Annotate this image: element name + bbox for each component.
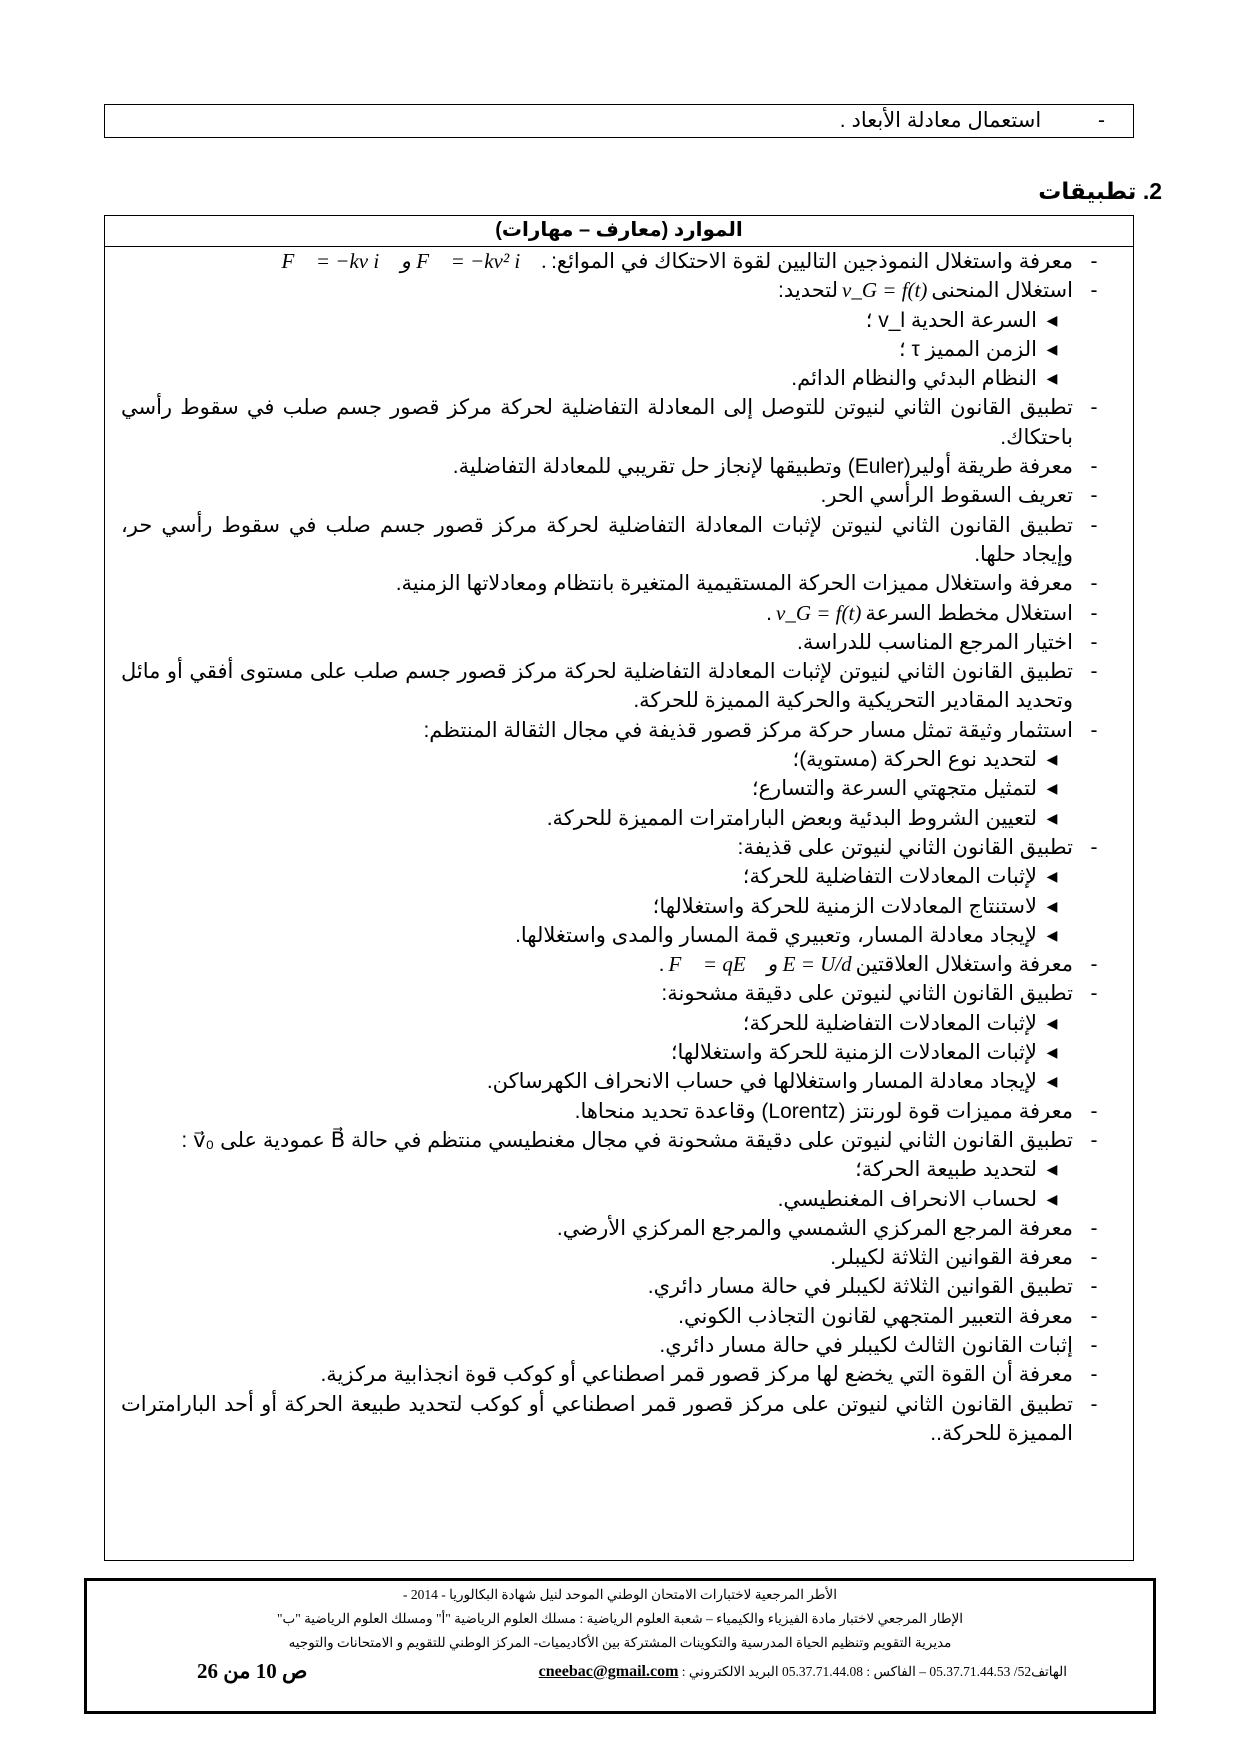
- item-text-group: [121, 1360, 1073, 1389]
- item-text: معرفة التعبير المتجهي لقانون التجاذب الكوني.: [678, 1304, 1073, 1328]
- triangle-bullet-icon: ◀: [1046, 370, 1058, 387]
- triangle-bullet-icon: ◀: [1046, 780, 1058, 797]
- page-number: ص 10 من 26: [197, 1659, 308, 1683]
- top-row-bullet: -: [1098, 109, 1105, 132]
- item-text-group: [121, 1126, 1073, 1155]
- item-text-group: [121, 628, 1073, 657]
- triangle-bullet-icon: ◀: [1046, 868, 1058, 885]
- item-text-group: [121, 833, 1073, 862]
- resource-item: [121, 1360, 1115, 1389]
- resource-item: [121, 1097, 1115, 1126]
- item-text-group: [121, 657, 1073, 716]
- triangle-bullet-icon: ◀: [1046, 311, 1058, 328]
- item-formula: v_G = f(t): [776, 600, 862, 625]
- footer-email-link[interactable]: cneebac@gmail.com: [538, 1662, 679, 1680]
- resource-item: [121, 481, 1115, 510]
- item-text-after: .: [658, 953, 665, 977]
- item-text-group: [121, 1097, 1073, 1126]
- item-text-group: [121, 950, 1073, 979]
- item-text-group: [121, 1243, 1073, 1272]
- resource-item: [121, 979, 1115, 1008]
- resource-item: [121, 657, 1115, 716]
- subitem-text: لتحديد طبيعة الحركة؛: [855, 1158, 1037, 1182]
- subitem-text: النظام البدئي والنظام الدائم.: [791, 367, 1037, 391]
- item-text-group: [121, 1214, 1073, 1243]
- item-bullet: -: [1090, 1099, 1098, 1123]
- item-formula: F⃗ = qE⃗ و E = U/d: [668, 952, 852, 977]
- resource-subitem: [121, 1155, 1115, 1184]
- item-text-group: [121, 247, 1073, 276]
- resource-item: [121, 599, 1115, 628]
- triangle-bullet-icon: ◀: [1046, 340, 1058, 357]
- item-text: تطبيق القانون الثاني لنيوتن على قذيفة:: [737, 835, 1073, 859]
- resource-item: [121, 1302, 1115, 1331]
- subitem-text: السرعة الحدية v_l ؛: [865, 308, 1037, 332]
- resource-subitem: [121, 774, 1115, 803]
- section-title: [1038, 176, 1162, 206]
- item-text-group: [121, 1390, 1073, 1449]
- item-bullet: -: [1090, 455, 1098, 479]
- item-bullet: -: [1090, 484, 1098, 508]
- resource-subitem: [121, 364, 1115, 393]
- resource-item: [121, 716, 1115, 745]
- resource-item: [121, 950, 1115, 979]
- item-text: تطبيق القانون الثاني لنيوتن على دقيقة مشحونة في مجال مغنطيسي منتظم في حالة B⃗ عمودية على v⃗₀ :: [181, 1128, 1073, 1152]
- resource-item: [121, 569, 1115, 598]
- item-text-group: [121, 1272, 1073, 1301]
- footer-contact: [539, 1663, 1067, 1681]
- resource-item: [121, 393, 1115, 452]
- resource-subitem: [121, 892, 1115, 921]
- top-row-text: استعمال معادلة الأبعاد .: [839, 109, 1042, 132]
- item-text: استثمار وثيقة تمثل مسار حركة مركز قصور قذيفة في مجال الثقالة المنتظم:: [423, 718, 1073, 742]
- resource-item: [121, 1126, 1115, 1155]
- subitem-text: لإثبات المعادلات الزمنية للحركة واستغلالها؛: [670, 1041, 1037, 1065]
- triangle-bullet-icon: ◀: [1046, 926, 1058, 943]
- footer-line-1: الأطر المرجعية لاختبارات الامتحان الوطني الموحد لنيل شهادة البكالوريا - 2014 -: [402, 1587, 837, 1602]
- item-text: معرفة القوانين الثلاثة لكيبلر.: [830, 1246, 1073, 1270]
- resource-subitem: [121, 804, 1115, 833]
- triangle-bullet-icon: ◀: [1046, 1044, 1058, 1061]
- item-text-group: [121, 1302, 1073, 1331]
- item-bullet: -: [1090, 1304, 1098, 1328]
- triangle-bullet-icon: ◀: [1046, 1161, 1058, 1178]
- resource-item: [121, 1390, 1115, 1449]
- triangle-bullet-icon: ◀: [1046, 1014, 1058, 1031]
- item-text-group: [121, 276, 1073, 305]
- subitem-text: لإيجاد معادلة المسار واستغلالها في حساب الانحراف الكهرساكن.: [486, 1070, 1037, 1094]
- section-number: 2.: [1142, 178, 1162, 204]
- item-text: معرفة أن القوة التي يخضع لها مركز قصور قمر اصطناعي أو كوكب قوة انجذابية مركزية.: [320, 1363, 1073, 1387]
- item-text: معرفة واستغلال العلاقتين: [855, 953, 1073, 977]
- subitem-text: الزمن المميز τ ؛: [899, 337, 1037, 361]
- item-bullet: -: [1090, 835, 1098, 859]
- subitem-text: لتحديد نوع الحركة (مستوية)؛: [792, 748, 1037, 772]
- table-header: الموارد (معارف – مهارات): [105, 216, 1133, 247]
- resource-subitem: [121, 1067, 1115, 1096]
- item-text-group: [121, 979, 1073, 1008]
- subitem-text: لتعيين الشروط البدئية وبعض البارامترات المميزة للحركة.: [546, 806, 1037, 830]
- triangle-bullet-icon: ◀: [1046, 751, 1058, 768]
- item-text-group: [121, 716, 1073, 745]
- resource-subitem: [121, 745, 1115, 774]
- item-bullet: -: [1090, 718, 1098, 742]
- item-text: معرفة واستغلال مميزات الحركة المستقيمية المتغيرة بانتظام ومعادلاتها الزمنية.: [395, 572, 1073, 596]
- footer-contact-text: الهاتف52/ 05.37.71.44.53 – الفاكس : 05.37.71.44.08 البريد الالكتروني :: [681, 1663, 1067, 1679]
- item-text: تطبيق القانون الثاني لنيوتن للتوصل إلى المعادلة التفاضلية لحركة مركز قصور جسم صلب في سقوط رأسي باحتكاك.: [121, 396, 1073, 449]
- item-bullet: -: [1090, 953, 1098, 977]
- item-bullet: -: [1090, 1333, 1098, 1357]
- section-title-text: تطبيقات: [1038, 178, 1137, 204]
- item-text: معرفة واستغلال النموذجين التاليين لقوة الاحتكاك في الموائع:: [551, 250, 1073, 273]
- item-text: تعريف السقوط الرأسي الحر.: [820, 484, 1073, 508]
- item-bullet: -: [1090, 279, 1098, 303]
- item-formula: F⃗ = −kv i⃗ و F⃗ = −kv² i⃗ .: [281, 249, 548, 273]
- subitem-text: لحساب الانحراف المغنطيسي.: [777, 1187, 1037, 1211]
- resource-subitem: [121, 1185, 1115, 1214]
- item-text-group: [121, 511, 1073, 570]
- item-bullet: -: [1090, 660, 1098, 684]
- resource-subitem: [121, 1038, 1115, 1067]
- item-text: إثبات القانون الثالث لكيبلر في حالة مسار دائري.: [659, 1333, 1073, 1357]
- resource-subitem: [121, 1009, 1115, 1038]
- subitem-text: لإثبات المعادلات التفاضلية للحركة؛: [742, 1011, 1037, 1035]
- item-text-group: [121, 393, 1073, 452]
- item-bullet: -: [1090, 513, 1098, 537]
- item-bullet: -: [1090, 1275, 1098, 1299]
- item-text: تطبيق القوانين الثلاثة لكيبلر في حالة مسار دائري.: [647, 1275, 1073, 1299]
- subitem-text: لتمثيل متجهتي السرعة والتسارع؛: [751, 777, 1037, 801]
- item-text: معرفة طريقة أولير(Euler) وتطبيقها لإنجاز حل تقريبي للمعادلة التفاضلية.: [452, 455, 1073, 479]
- item-text-after: .: [766, 601, 773, 625]
- triangle-bullet-icon: ◀: [1046, 897, 1058, 914]
- subitem-text: لإثبات المعادلات التفاضلية للحركة؛: [742, 865, 1037, 889]
- item-text-group: [121, 481, 1073, 510]
- resource-item: [121, 1243, 1115, 1272]
- resource-subitem: [121, 306, 1115, 335]
- top-row-box: [104, 104, 1134, 138]
- footer-line-2: الإطار المرجعي لاختبار مادة الفيزياء والكيمياء – شعبة العلوم الرياضية : مسلك العلوم الرياضية "أ" ومسلك العلوم الرياضية "ب": [276, 1611, 964, 1626]
- page-footer: [84, 1578, 1156, 1714]
- item-bullet: -: [1090, 1363, 1098, 1387]
- item-text: استغلال المنحنى: [931, 279, 1073, 303]
- item-text-group: [121, 452, 1073, 481]
- item-bullet: -: [1090, 1216, 1098, 1240]
- triangle-bullet-icon: ◀: [1046, 1073, 1058, 1090]
- resource-subitem: [121, 862, 1115, 891]
- item-bullet: -: [1090, 1128, 1098, 1152]
- item-bullet: -: [1090, 396, 1098, 420]
- item-formula: v_G = f(t): [842, 278, 928, 303]
- resource-item: [121, 628, 1115, 657]
- triangle-bullet-icon: ◀: [1046, 809, 1058, 826]
- resource-item: [121, 511, 1115, 570]
- item-bullet: -: [1090, 1246, 1098, 1270]
- item-text-group: [121, 569, 1073, 598]
- resource-item: [121, 452, 1115, 481]
- resource-item: [121, 1272, 1115, 1301]
- subitem-text: لإيجاد معادلة المسار، وتعبيري قمة المسار والمدى واستغلالها.: [515, 923, 1037, 947]
- item-bullet: -: [1090, 250, 1098, 273]
- triangle-bullet-icon: ◀: [1046, 1190, 1058, 1207]
- item-text-group: [121, 599, 1073, 628]
- item-bullet: -: [1090, 601, 1098, 625]
- item-bullet: -: [1090, 1392, 1098, 1416]
- item-text: تطبيق القانون الثاني لنيوتن على مركز قصور قمر اصطناعي أو كوكب لتحديد طبيعة الحركة أو أحد البارامترات المميزة للحركة..: [121, 1392, 1073, 1445]
- resource-item: [121, 1214, 1115, 1243]
- resource-item: [121, 247, 1115, 276]
- item-bullet: -: [1090, 572, 1098, 596]
- resource-item: [121, 833, 1115, 862]
- item-text-after: لتحديد:: [778, 279, 839, 303]
- resource-item: [121, 276, 1115, 305]
- item-text: تطبيق القانون الثاني لنيوتن على دقيقة مشحونة:: [661, 982, 1073, 1006]
- item-text: اختيار المرجع المناسب للدراسة.: [796, 630, 1073, 654]
- item-text: استغلال مخطط السرعة: [865, 601, 1073, 625]
- item-bullet: -: [1090, 982, 1098, 1006]
- resource-item: [121, 1331, 1115, 1360]
- item-text-group: [121, 1331, 1073, 1360]
- footer-line-3: مديرية التقويم وتنظيم الحياة المدرسية والتكوينات المشتركة بين الأكاديميات- المركز الوطني للتقويم و الامتحانات والتوجيه: [288, 1635, 952, 1650]
- resource-subitem: [121, 335, 1115, 364]
- item-bullet: -: [1090, 630, 1098, 654]
- item-text: تطبيق القانون الثاني لنيوتن لإثبات المعادلة التفاضلية لحركة مركز قصور جسم صلب على مستوى أفقي أو مائل وتحديد المقادير التحريكية والحركية المميزة للحركة.: [121, 660, 1073, 713]
- subitem-text: لاستنتاج المعادلات الزمنية للحركة واستغلالها؛: [652, 894, 1037, 918]
- table-rows: [105, 247, 1133, 1448]
- item-text: معرفة مميزات قوة لورنتز (Lorentz) وقاعدة تحديد منحاها.: [574, 1099, 1073, 1123]
- resources-table: [104, 215, 1134, 1561]
- footer-contact-line: [87, 1659, 1153, 1684]
- item-text: معرفة المرجع المركزي الشمسي والمرجع المركزي الأرضي.: [556, 1216, 1073, 1240]
- resource-subitem: [121, 921, 1115, 950]
- item-text: تطبيق القانون الثاني لنيوتن لإثبات المعادلة التفاضلية لحركة مركز قصور جسم صلب في سقوط رأسي حر، وإيجاد حلها.: [121, 513, 1073, 566]
